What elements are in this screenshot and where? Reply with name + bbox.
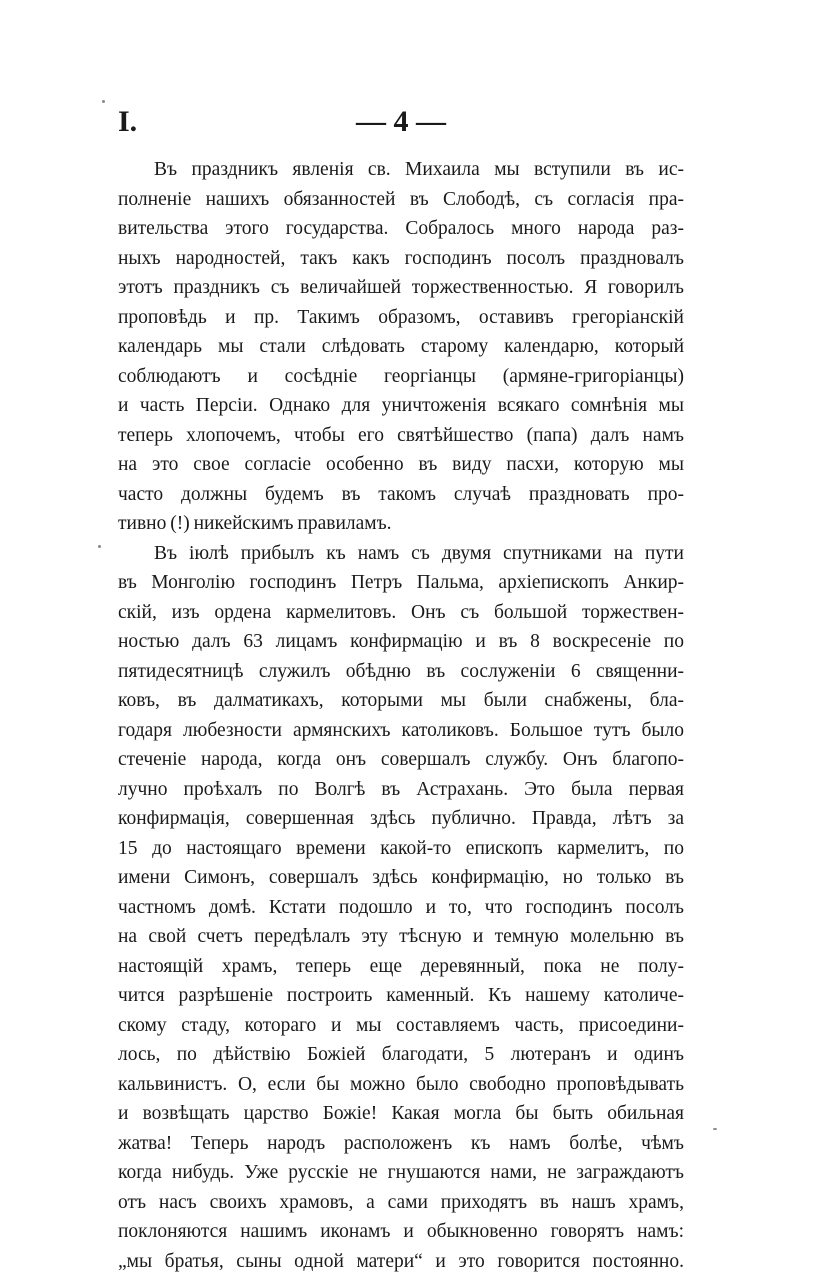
text-line: лучно проѣхалъ по Волгѣ въ Астрахань. Это была первая xyxy=(118,775,684,805)
text-line: настоящій храмъ, теперь еще деревянный, пока не полу- xyxy=(118,952,684,982)
text-line: пятидесятницѣ служилъ обѣдню въ сослуженіи 6 священни- xyxy=(118,657,684,687)
paragraph-2 xyxy=(118,539,684,1276)
text-line: проповѣдь и пр. Такимъ образомъ, оставивъ грегоріанскій xyxy=(118,303,684,333)
text-line: кальвинистъ. О, если бы можно было свободно проповѣдывать xyxy=(118,1070,684,1100)
text-line: календарь мы стали слѣдовать старому календарю, который xyxy=(118,332,684,362)
text-line: Въ іюлѣ прибылъ къ намъ съ двумя спутниками на пути xyxy=(118,539,684,569)
text-line: на это свое согласіе особенно въ виду пасхи, которую мы xyxy=(118,450,684,480)
text-line: конфирмація, совершенная здѣсь публично. Правда, лѣтъ за xyxy=(118,804,684,834)
scan-speck xyxy=(102,100,105,103)
text-line: этотъ праздникъ съ величайшей торжественностью. Я говорилъ xyxy=(118,273,684,303)
text-line: жатва! Теперь народъ расположенъ къ намъ болѣе, чѣмъ xyxy=(118,1129,684,1159)
text-line: стеченіе народа, когда онъ совершалъ службу. Онъ благопо- xyxy=(118,745,684,775)
text-line: ковъ, въ далматикахъ, которыми мы были снабжены, бла- xyxy=(118,686,684,716)
body-text xyxy=(118,155,684,1276)
text-line: и возвѣщать царство Божіе! Какая могла бы быть обильная xyxy=(118,1099,684,1129)
page-header xyxy=(118,102,684,142)
section-number: I. xyxy=(118,102,137,142)
text-line: скому стаду, котораго и мы составляемъ часть, присоедини- xyxy=(118,1011,684,1041)
text-line: ностью далъ 63 лицамъ конфирмацію и въ 8 воскресеніе по xyxy=(118,627,684,657)
text-line: на свой счетъ передѣлалъ эту тѣсную и темную молельню въ xyxy=(118,922,684,952)
text-line: полненіе нашихъ обязанностей въ Слободѣ, съ согласія пра- xyxy=(118,185,684,215)
scan-speck xyxy=(98,545,101,548)
text-line: Въ праздникъ явленія св. Михаила мы вступили въ ис- xyxy=(118,155,684,185)
text-line: отъ насъ своихъ храмовъ, а сами приходятъ въ нашъ храмъ, xyxy=(118,1188,684,1218)
text-line: имени Симонъ, совершалъ здѣсь конфирмацію, но только въ xyxy=(118,863,684,893)
text-line: когда нибудь. Уже русскіе не гнушаются нами, не заграждаютъ xyxy=(118,1158,684,1188)
paragraph-1 xyxy=(118,155,684,539)
text-line: часто должны будемъ въ такомъ случаѣ праздновать про- xyxy=(118,480,684,510)
text-line: чится разрѣшеніе построить каменный. Къ нашему католиче- xyxy=(118,981,684,1011)
text-line: частномъ домѣ. Кстати подошло и то, что господинъ посолъ xyxy=(118,893,684,923)
text-line: и часть Персіи. Однако для уничтоженія всякаго сомнѣнія мы xyxy=(118,391,684,421)
text-line: тивно (!) никейскимъ правиламъ. xyxy=(118,509,684,539)
text-line: скій, изъ ордена кармелитовъ. Онъ съ большой торжествен- xyxy=(118,598,684,628)
text-line: соблюдаютъ и сосѣдніе георгіанцы (армяне-григоріанцы) xyxy=(118,362,684,392)
text-line: лось, по дѣйствію Божіей благодати, 5 лютеранъ и одинъ xyxy=(118,1040,684,1070)
scan-speck xyxy=(713,1128,717,1130)
text-line: годаря любезности армянскихъ католиковъ. Большое тутъ было xyxy=(118,716,684,746)
text-line: поклоняются нашимъ иконамъ и обыкновенно говорятъ намъ: xyxy=(118,1217,684,1247)
text-line: ныхъ народностей, такъ какъ господинъ посолъ праздновалъ xyxy=(118,244,684,274)
text-line: „мы братья, сыны одной матери“ и это говорится постоянно. xyxy=(118,1247,684,1276)
text-line: въ Монголію господинъ Петръ Пальма, архіепископъ Анкир- xyxy=(118,568,684,598)
text-line: теперь хлопочемъ, чтобы его святѣйшество (папа) далъ намъ xyxy=(118,421,684,451)
page-number: — 4 — xyxy=(118,102,684,142)
text-line: 15 до настоящаго времени какой-то епископъ кармелитъ, по xyxy=(118,834,684,864)
text-line: вительства этого государства. Собралось много народа раз- xyxy=(118,214,684,244)
